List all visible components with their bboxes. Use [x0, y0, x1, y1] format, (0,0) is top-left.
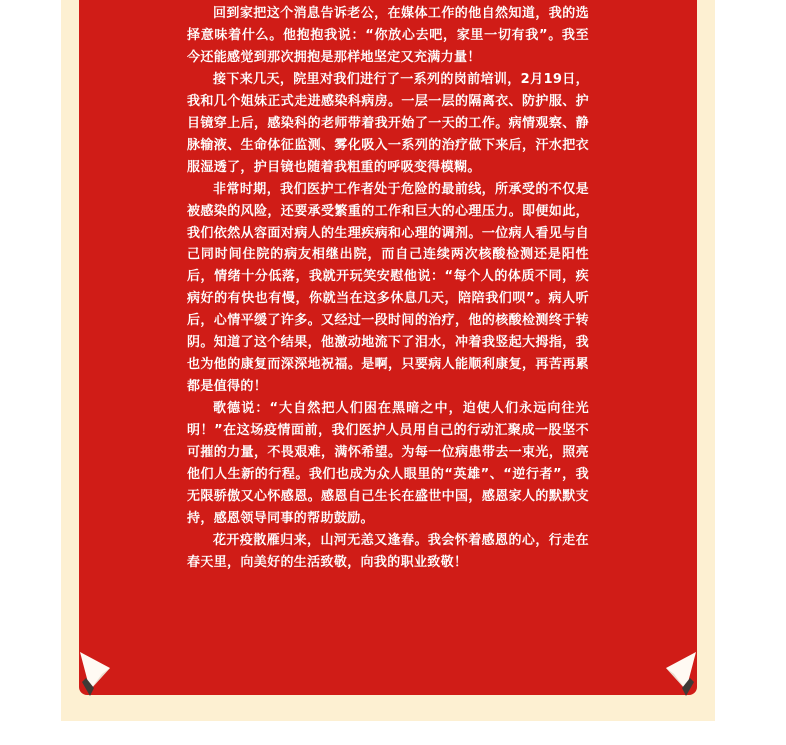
paragraph-ward-work: 接下来几天，院里对我们进行了一系列的岗前培训，2月19日，我和几个姐妹正式走进感染科病房。一层一层的隔离衣、防护服、护目镜穿上后，感染科的老师带着我开始了一天的工作。病情观察、静脉输液、生命体征监测、雾化吸入一系列的治疗做下来后，汗水把衣服湿透了，护目镜也随着我粗重的呼吸变得模糊。: [187, 71, 589, 175]
paragraph-husband-support: 回到家把这个消息告诉老公，在媒体工作的他自然知道，我的选择意味着什么。他抱抱我说：“你放心去吧，家里一切有我”。我至今还能感觉到那次拥抱是那样地坚定又充满力量！: [187, 6, 589, 65]
article-body: [187, 3, 589, 574]
paragraph-closing: 花开疫散雁归来，山河无恙又逢春。我会怀着感恩的心，行走在春天里，向美好的生活致敬，向我的职业致敬！: [187, 532, 589, 570]
paragraph-patient-care: 非常时期，我们医护工作者处于危险的最前线，所承受的不仅是被感染的风险，还要承受繁重的工作和巨大的心理压力。即便如此，我们依然从容面对病人的生理疾病和心理的调剂。一位病人看见与自己同时间住院的病友相继出院，而自己连续两次核酸检测还是阳性后，情绪十分低落，我就开玩笑安慰他说：“每个人的体质不同，疾病好的有快也有慢，你就当在这多休息几天，陪陪我们呗”。病人听后，心情平缓了许多。又经过一段时间的治疗，他的核酸检测终于转阴。知道了这个结果，他激动地流下了泪水，冲着我竖起大拇指，我也为他的康复而深深地祝福。是啊，只要病人能顺利康复，再苦再累都是值得的！: [187, 181, 589, 395]
scroll-curl-left-icon: [78, 652, 112, 696]
scroll-curl-right-icon: [664, 652, 698, 696]
paragraph-goethe-quote: 歌德说：“大自然把人们困在黑暗之中，迫使人们永远向往光明！”在这场疫情面前，我们医护人员用自己的行动汇聚成一股坚不可摧的力量，不畏艰难，满怀希望。为每一位病患带去一束光，照亮他们人生新的行程。我们也成为众人眼里的“英雄”、“逆行者”，我无限骄傲又心怀感恩。感恩自己生长在盛世中国，感恩家人的默默支持，感恩领导同事的帮助鼓励。: [187, 401, 589, 526]
